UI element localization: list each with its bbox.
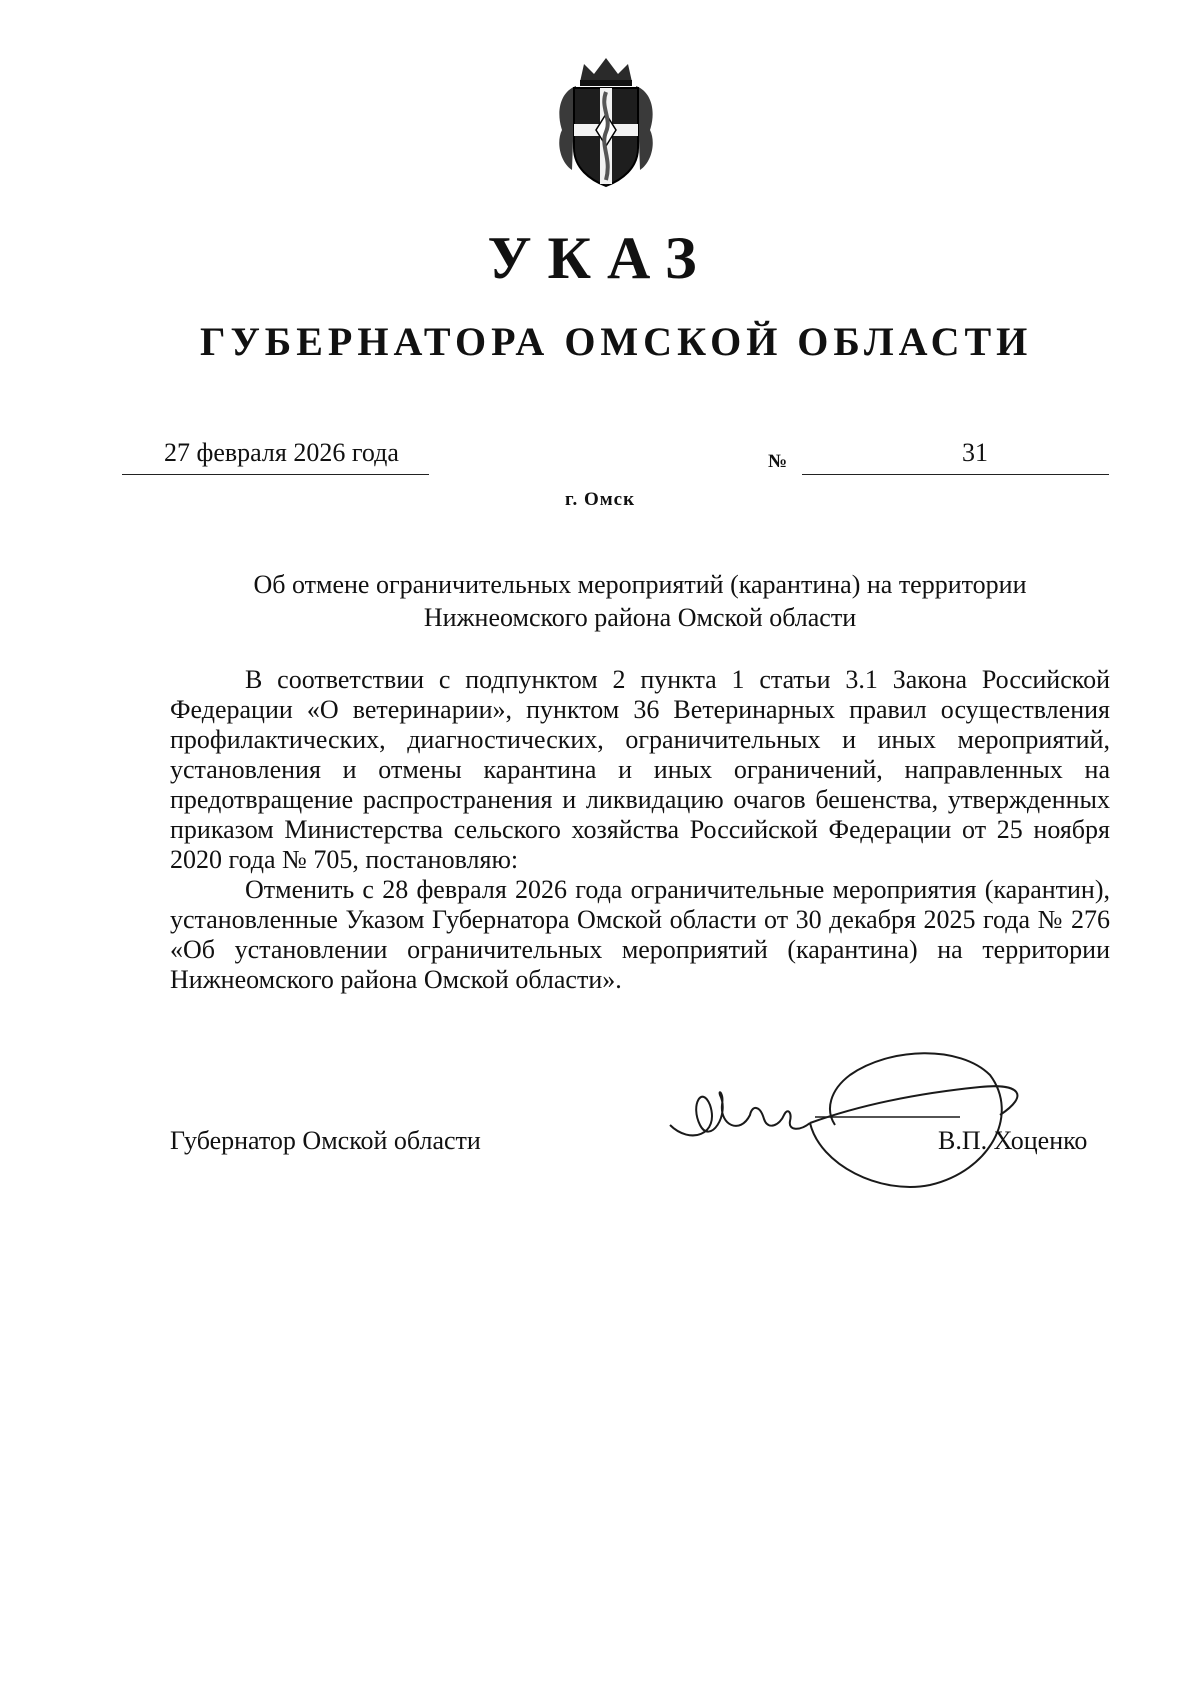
document-subtitle: ГУБЕРНАТОРА ОМСКОЙ ОБЛАСТИ [200, 319, 1033, 364]
signatory-position: Губернатор Омской области [170, 1126, 481, 1155]
document-date: 27 февраля 2026 года [164, 438, 399, 467]
heading-line-2: Нижнеомского района Омской области [423, 603, 857, 632]
document-body [170, 665, 1110, 995]
signature-icon [660, 1035, 1040, 1205]
number-field [802, 440, 1109, 475]
signatory-name: В.П. Хоценко [938, 1126, 1088, 1155]
number-label: № [768, 451, 788, 472]
date-field [122, 440, 429, 475]
document-number: 31 [962, 438, 988, 467]
city: г. Омск [564, 489, 636, 510]
paragraph-1: В соответствии с подпунктом 2 пункта 1 статьи 3.1 Закона Российской Федерации «О ветеринарии», пунктом 36 Ветеринарных правил осуществления профилактических, диагностических, ограничительных и иных мероприятий, установления и отмены карантина и иных ограничений, направленных на предотвращение распространения и ликвидацию очагов бешенства, утвержденных приказом Министерства сельского хозяйства Российской Федерации от 25 ноября 2020 года № 705, постановляю: [170, 665, 1110, 874]
document-heading [170, 568, 1110, 634]
coat-of-arms-icon [550, 52, 662, 192]
paragraph-2: Отменить с 28 февраля 2026 года ограничительные мероприятия (карантин), установленные Указом Губернатора Омской области от 30 декабря 2025 года № 276 «Об установлении ограничительных мероприятий (карантина) на территории Нижнеомского района Омской области». [170, 875, 1110, 994]
document-title: УКАЗ [487, 225, 713, 291]
heading-line-1: Об отмене ограничительных мероприятий (карантина) на территории [253, 570, 1027, 599]
